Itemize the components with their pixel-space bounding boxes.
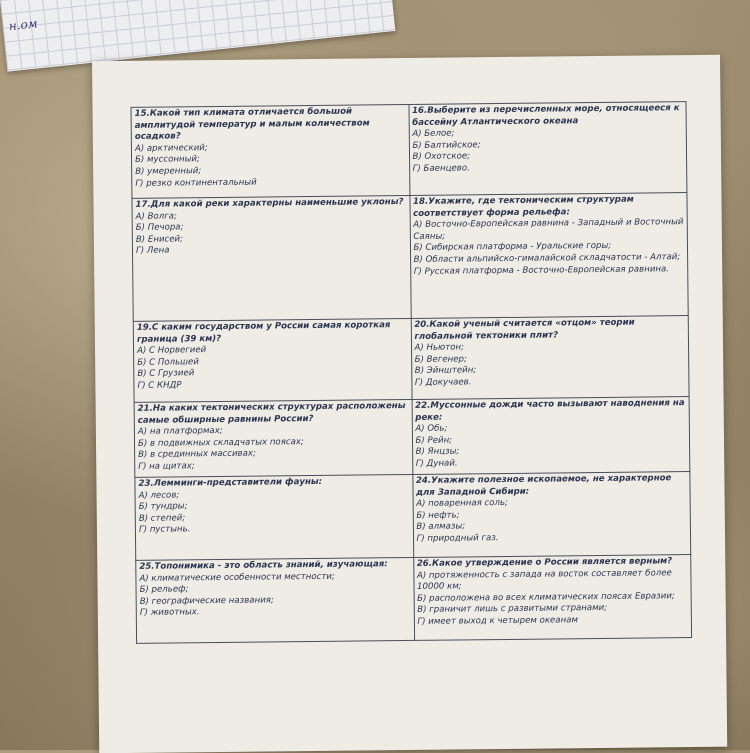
question-text: 24.Укажите полезное ископаемое, не характерное для Западной Сибири: bbox=[415, 473, 672, 498]
option: Б) Вегенер; bbox=[414, 354, 467, 365]
quiz-sheet bbox=[92, 55, 727, 753]
notebook-text: н.ом bbox=[8, 16, 39, 34]
option: В) Области альпийско-гималайской складчатости - Алтай; bbox=[413, 252, 681, 265]
option: В) алмазы; bbox=[416, 521, 466, 533]
option: А) лесов; bbox=[138, 489, 180, 501]
quiz-table bbox=[130, 101, 692, 644]
option: А) Обь; bbox=[415, 423, 448, 435]
option: В) Янцзы; bbox=[415, 446, 460, 458]
option: Б) Балтийское; bbox=[412, 140, 481, 151]
option: В) географические названия; bbox=[139, 595, 274, 607]
option: Б) Рейн; bbox=[415, 435, 453, 446]
option: А) С Норвегией bbox=[137, 345, 207, 357]
table-row bbox=[132, 193, 688, 322]
option: В) умеренный; bbox=[135, 166, 202, 177]
option: А) климатические особенности местности; bbox=[139, 571, 335, 584]
option: А) Белое; bbox=[412, 128, 455, 140]
option: Б) нефть; bbox=[416, 510, 460, 521]
option: В) степей; bbox=[138, 513, 186, 524]
question-25 bbox=[136, 557, 414, 643]
option: В) С Грузией bbox=[137, 368, 195, 380]
table-row bbox=[131, 102, 687, 199]
question-text: 25.Топонимика - это область знаний, изучающая: bbox=[139, 559, 388, 572]
question-21 bbox=[134, 399, 412, 477]
option: В) граничит лишь с развитыми странами; bbox=[417, 603, 608, 616]
question-18 bbox=[409, 193, 688, 319]
question-15 bbox=[131, 104, 409, 198]
question-22 bbox=[412, 397, 690, 475]
question-text: 16.Выберите из перечисленных море, относящееся к бассейну Атлантического океана bbox=[412, 103, 680, 128]
option: А) поваренная соль; bbox=[416, 498, 508, 510]
question-text: 23.Лемминги-представители фауны: bbox=[138, 476, 323, 489]
option: Г) Лена bbox=[135, 245, 170, 257]
question-20 bbox=[411, 316, 689, 400]
option: Г) резко континентальный bbox=[135, 177, 257, 189]
option: Г) имеет выход к четырем океанам bbox=[417, 615, 578, 627]
table-row bbox=[136, 555, 692, 644]
option: А) протяженность с запада на восток составляет более 10000 км; bbox=[416, 567, 672, 593]
question-19 bbox=[133, 318, 411, 402]
question-text: 19.С каким государством у России самая короткая граница (39 км)? bbox=[136, 320, 391, 345]
option: Б) муссонный; bbox=[135, 154, 200, 166]
option: Б) тундры; bbox=[138, 501, 188, 513]
option: Б) С Польшей bbox=[137, 356, 199, 368]
option: А) Волга; bbox=[135, 211, 177, 222]
table-row bbox=[134, 397, 690, 478]
table-row bbox=[135, 472, 691, 561]
question-text: 21.На каких тектонических структурах расположены самые обширные равнины России? bbox=[137, 401, 406, 426]
question-text: 15.Какой тип климата отличается большой амплитудой температур и малым количеством осадков? bbox=[134, 106, 370, 143]
option: В) в срединных массивах; bbox=[138, 448, 256, 461]
question-text: 20.Какой ученый считается «отцом» теории глобальной тектоники плит? bbox=[414, 317, 635, 342]
question-text: 22.Муссонные дожди часто вызывают наводнения на реке: bbox=[415, 398, 685, 423]
option: Г) животных. bbox=[139, 607, 200, 619]
question-text: 17.Для какой реки характерны наименьшие уклоны? bbox=[135, 197, 404, 210]
option: А) Ньютон; bbox=[414, 342, 465, 354]
question-text: 18.Укажите, где тектоническим структурам соответствует форма рельефа: bbox=[412, 194, 634, 219]
question-26 bbox=[413, 555, 691, 641]
option: Г) природный газ. bbox=[416, 533, 499, 544]
option: Б) рельеф; bbox=[139, 584, 189, 596]
option: Г) С КНДР bbox=[137, 380, 182, 391]
option: Г) Баенцево. bbox=[412, 163, 470, 174]
option: Г) Русская платформа - Восточно-Европейская равнина. bbox=[413, 263, 670, 277]
option: А) на платформах; bbox=[137, 426, 223, 438]
question-24 bbox=[412, 472, 690, 558]
option: Г) Докучаев. bbox=[414, 377, 472, 388]
option: В) Эйнштейн; bbox=[414, 365, 477, 377]
question-16 bbox=[408, 102, 686, 196]
option: А) Восточно-Европейская равнина - Западный и Восточный Саяны; bbox=[413, 217, 684, 242]
option: В) Енисей; bbox=[135, 234, 184, 245]
option: Б) в подвижных складчатых поясах; bbox=[137, 436, 304, 449]
option: Г) Дунай. bbox=[415, 458, 458, 469]
option: В) Охотское; bbox=[412, 151, 471, 163]
option: Г) пустынь. bbox=[138, 524, 191, 536]
option: А) арктический; bbox=[134, 142, 208, 154]
option: Г) на щитах; bbox=[138, 461, 195, 472]
table-row bbox=[133, 316, 689, 403]
option: Б) расположена во всех климатических поясах Евразии; bbox=[417, 590, 675, 604]
question-text: 26.Какое утверждение о России является верным? bbox=[416, 556, 673, 569]
option: Б) Сибирская платформа - Уральские горы; bbox=[413, 241, 612, 254]
question-17 bbox=[132, 195, 411, 321]
question-23 bbox=[135, 474, 413, 560]
option: Б) Печора; bbox=[135, 222, 184, 234]
